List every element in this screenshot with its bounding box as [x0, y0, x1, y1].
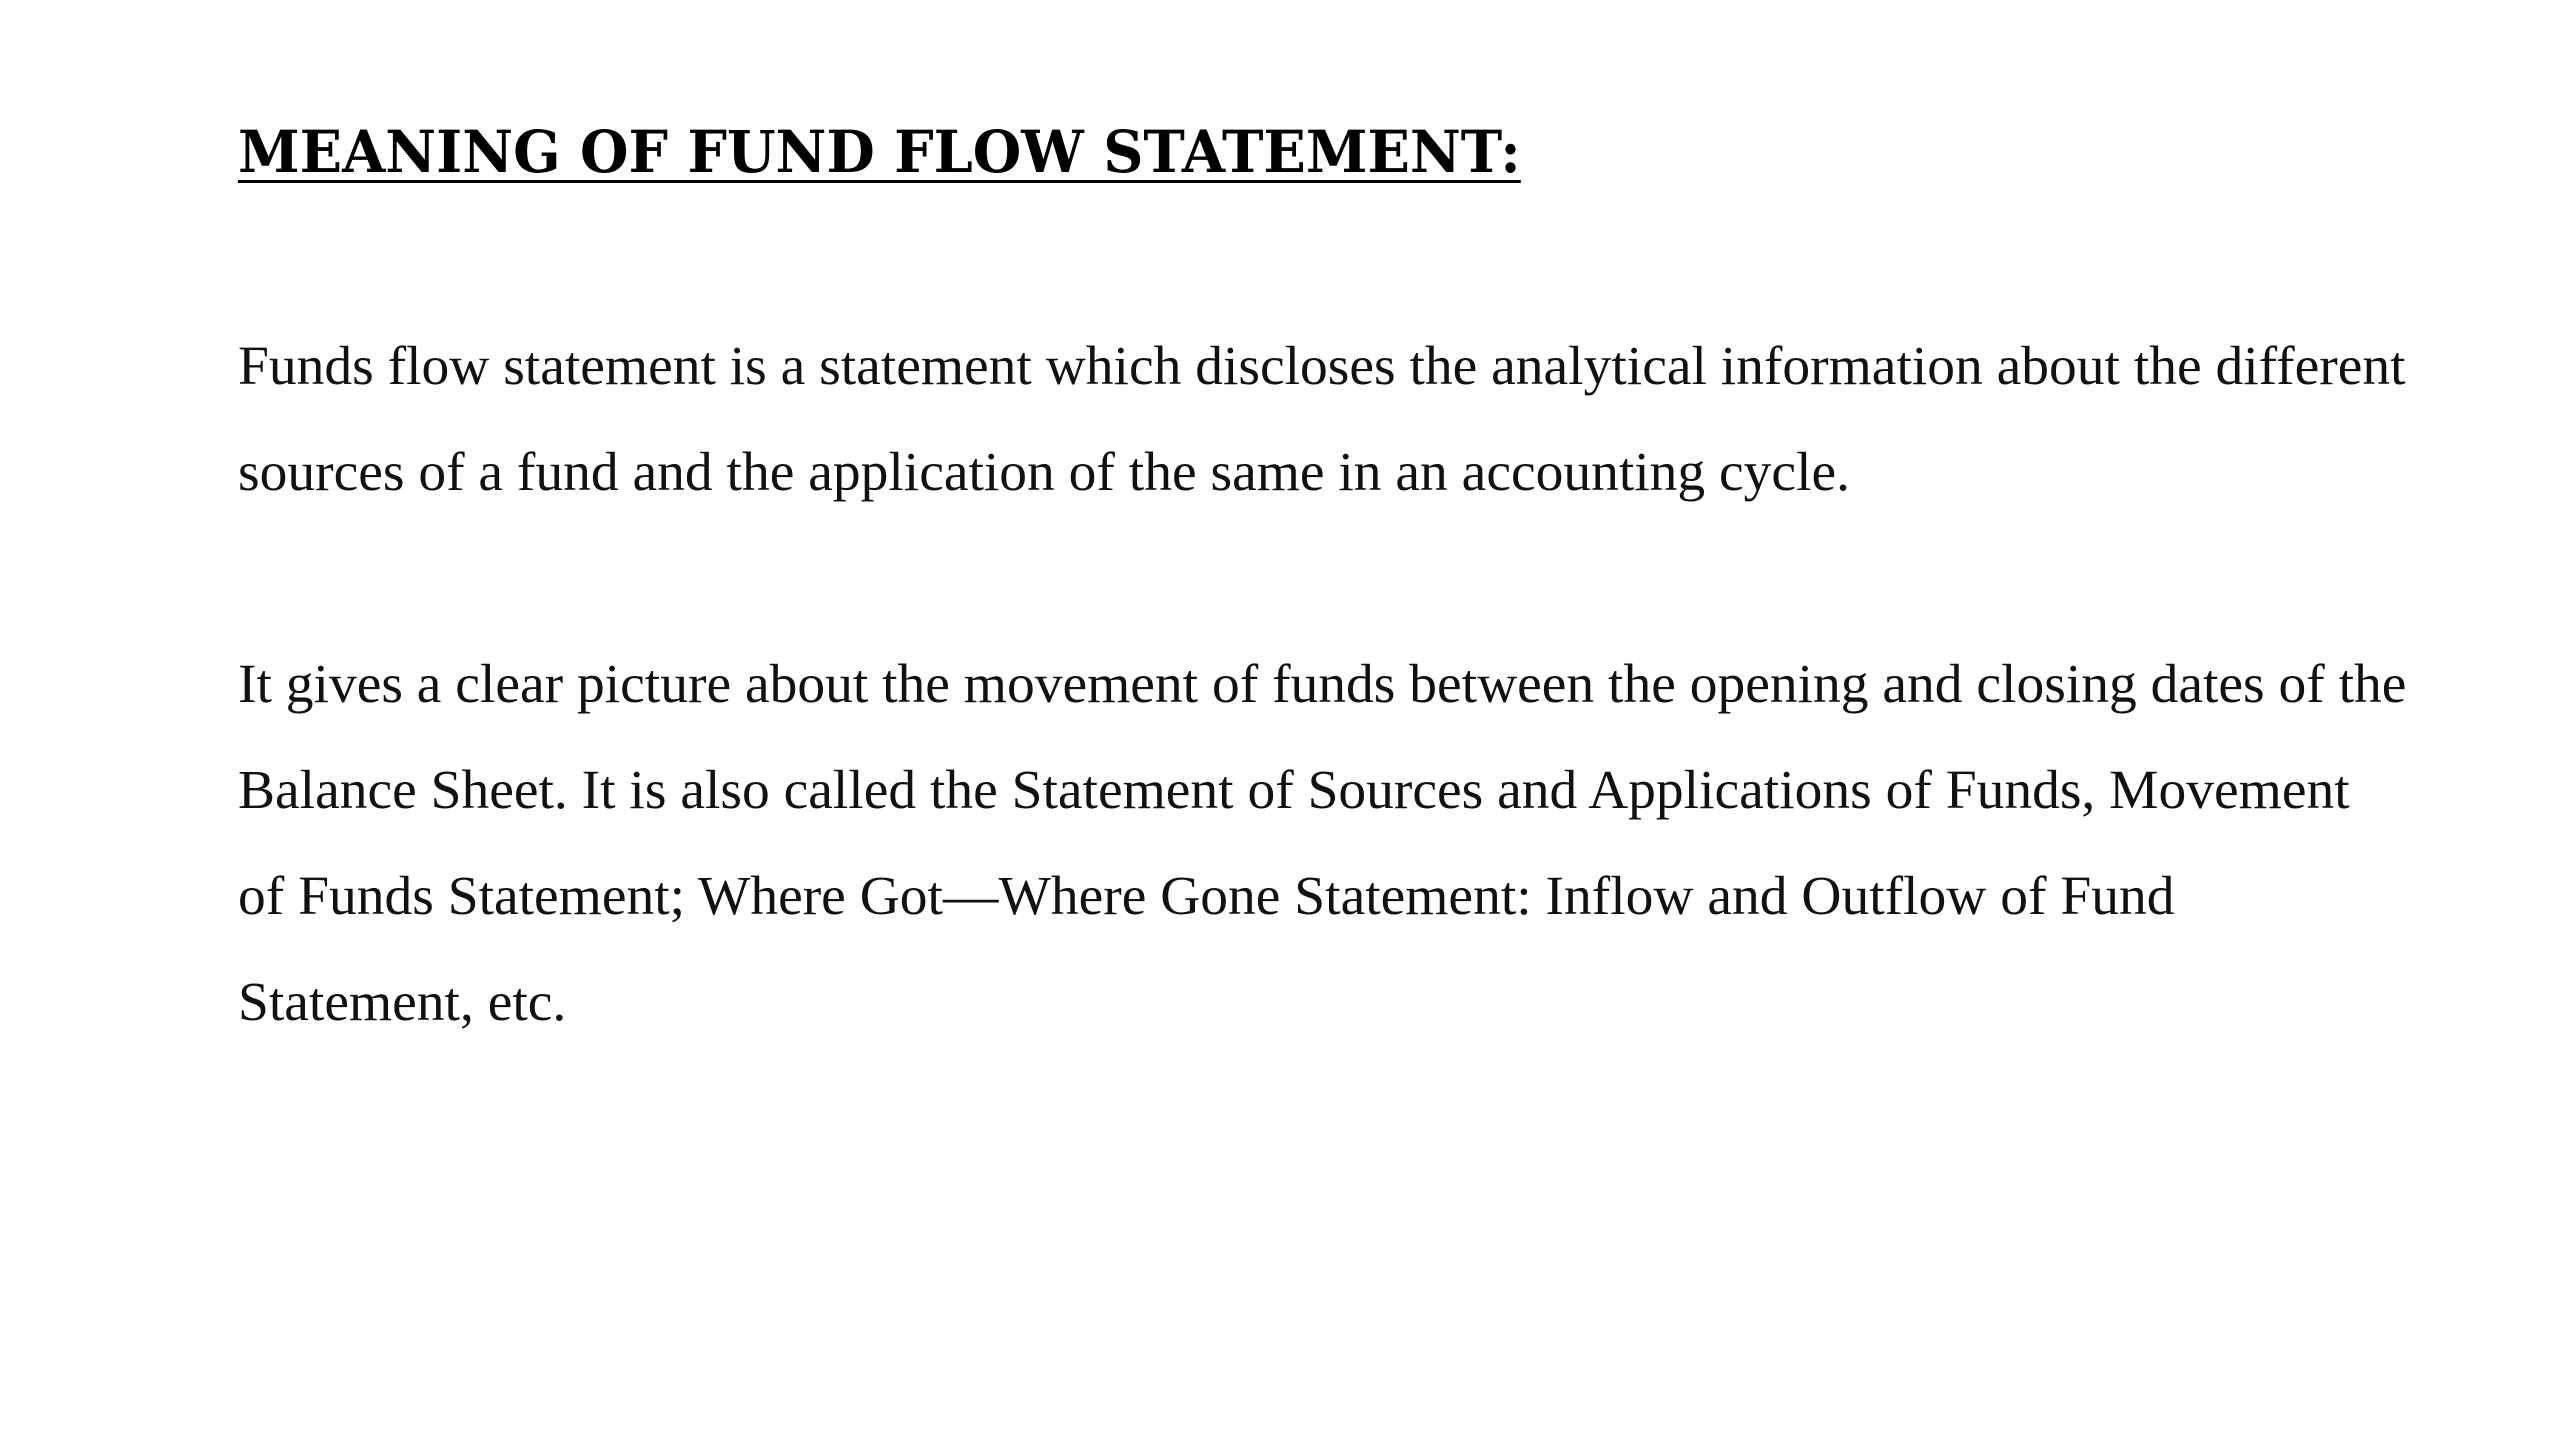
paragraph-description: It gives a clear picture about the movement of funds between the opening and closing dates of the Balance Sheet. It is also called the Statement of Sources and Applications of Funds, Movement of Funds Statement; Where Got—Where Gone Statement: Inflow and Outflow of Fund Statement, etc. [238, 654, 2407, 1033]
paragraph-definition: Funds flow statement is a statement which discloses the analytical information about the different sources of a fund and the application of the same in an accounting cycle. [238, 336, 2406, 503]
page-title: MEANING OF FUND FLOW STATEMENT: [238, 118, 1521, 186]
